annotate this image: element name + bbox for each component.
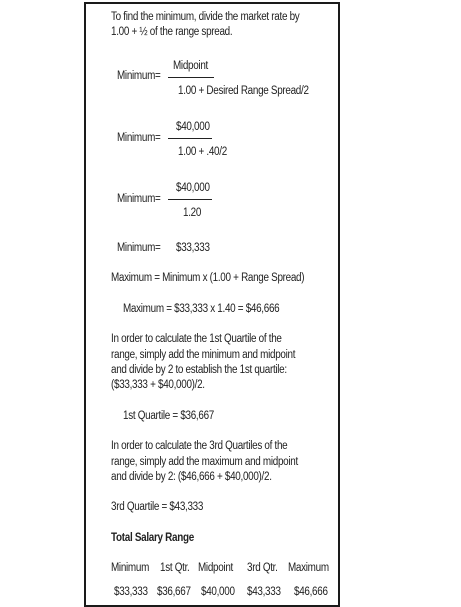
formula1-label: Minimum=	[117, 70, 161, 82]
q1-text-line-4: ($33,333 + $40,000)/2.	[111, 379, 205, 391]
summary-header-minimum: Minimum	[111, 562, 150, 574]
formula2-label: Minimum=	[117, 132, 161, 144]
summary-value-minimum: $33,333	[114, 586, 148, 598]
q3-text-line-3: and divide by 2: ($46,666 + $40,000)/2.	[111, 471, 272, 483]
summary-header-q3: 3rd Qtr.	[247, 562, 278, 574]
intro-line-1: To find the minimum, divide the market rate by	[111, 11, 300, 23]
formula3-denominator: 1.20	[183, 207, 202, 219]
formula2-fraction-bar	[168, 138, 212, 139]
formula4-value: $33,333	[176, 242, 210, 254]
summary-value-q1: $36,667	[157, 586, 191, 598]
q3-result: 3rd Quartile = $43,333	[111, 501, 204, 513]
maximum-formula: Maximum = Minimum x (1.00 + Range Spread)	[111, 272, 305, 284]
formula2-numerator: $40,000	[176, 121, 210, 133]
q1-text-line-3: and divide by 2 to establish the 1st quartile:	[111, 364, 287, 376]
formula1-numerator: Midpoint	[173, 60, 208, 72]
formula3-label: Minimum=	[117, 193, 161, 205]
formula1-denominator: 1.00 + Desired Range Spread/2	[178, 85, 309, 97]
summary-value-q3: $43,333	[247, 586, 281, 598]
summary-value-midpoint: $40,000	[201, 586, 235, 598]
formula1-fraction-bar	[168, 77, 214, 78]
summary-value-maximum: $46,666	[294, 586, 328, 598]
q3-text-line-1: In order to calculate the 3rd Quartiles of the	[111, 440, 288, 452]
maximum-calculation: Maximum = $33,333 x 1.40 = $46,666	[123, 303, 280, 315]
summary-header-q1: 1st Qtr.	[160, 562, 190, 574]
summary-header-midpoint: Midpoint	[198, 562, 233, 574]
formula4-label: Minimum=	[117, 242, 161, 254]
q1-text-line-1: In order to calculate the 1st Quartile of the	[111, 333, 282, 345]
intro-line-2: 1.00 + ½ of the range spread.	[111, 26, 233, 38]
summary-header-maximum: Maximum	[288, 562, 329, 574]
formula3-fraction-bar	[168, 199, 212, 200]
summary-title: Total Salary Range	[111, 532, 194, 544]
q1-text-line-2: range, simply add the minimum and midpoint	[111, 349, 296, 361]
formula3-numerator: $40,000	[176, 182, 210, 194]
q1-result: 1st Quartile = $36,667	[123, 410, 214, 422]
formula2-denominator: 1.00 + .40/2	[178, 146, 227, 158]
q3-text-line-2: range, simply add the maximum and midpoint	[111, 456, 298, 468]
